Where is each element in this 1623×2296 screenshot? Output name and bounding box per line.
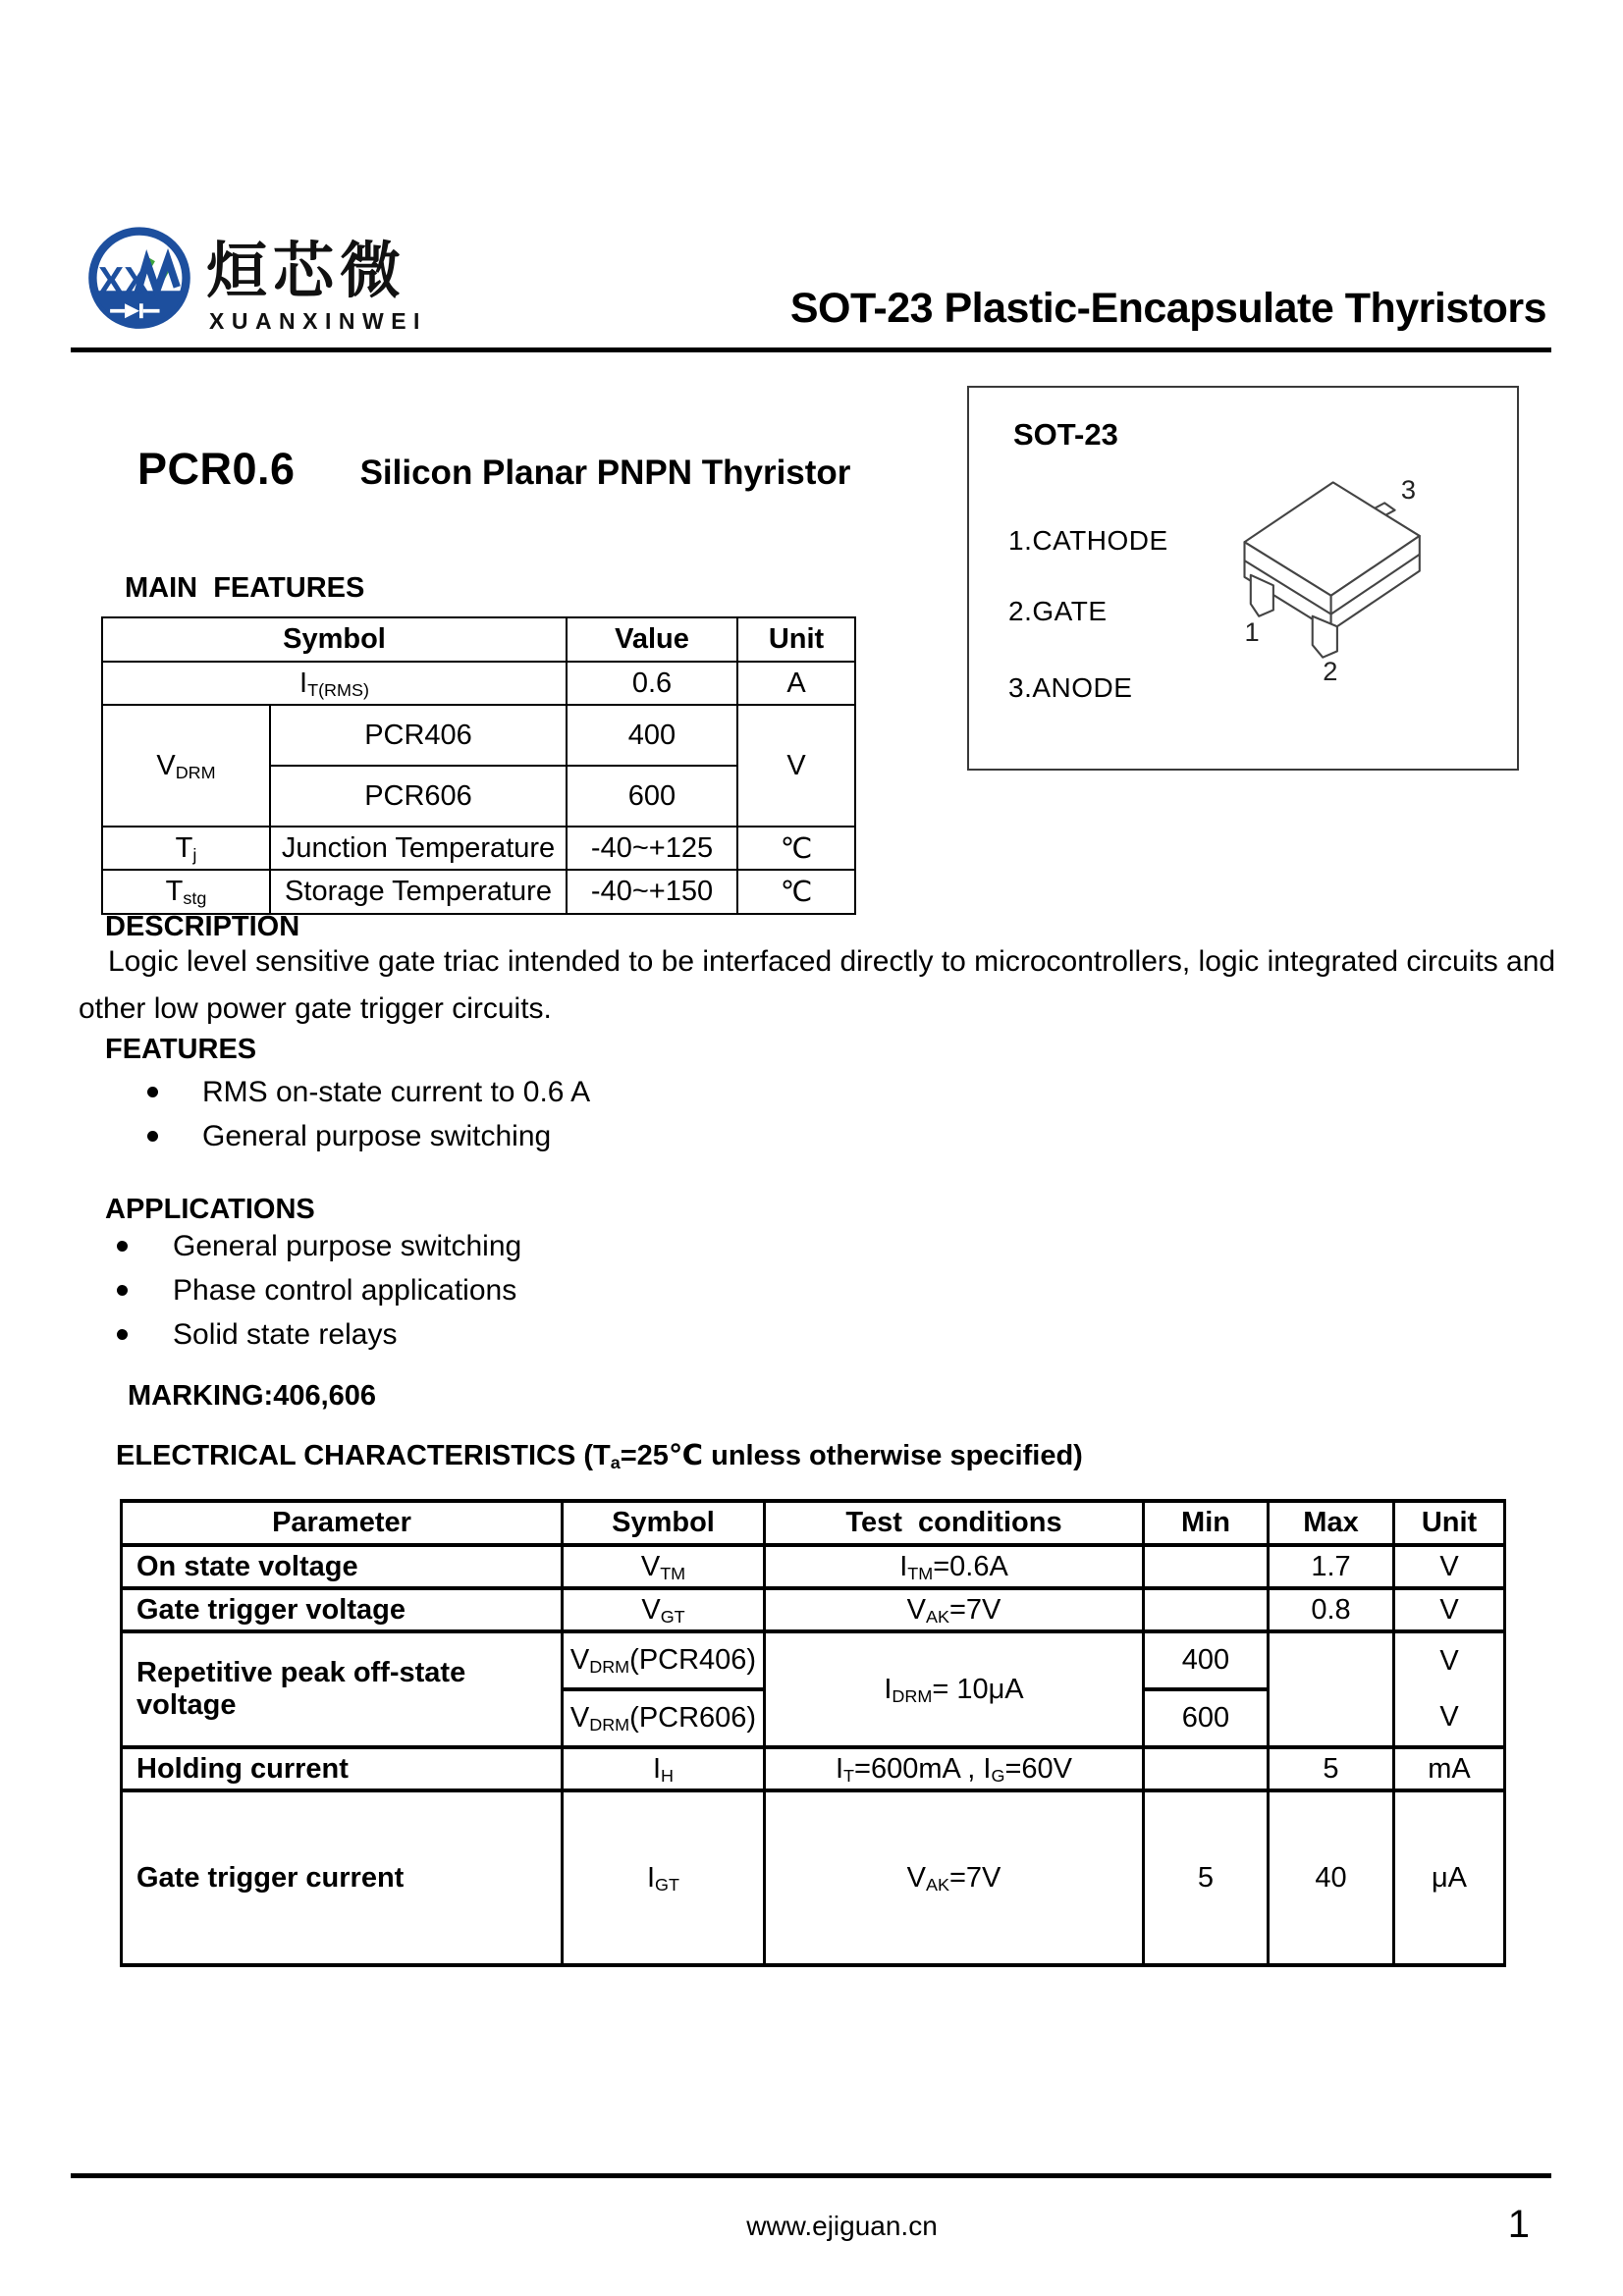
ec-header-symbol: Symbol — [563, 1501, 765, 1545]
ec-reppeak-min-406: 400 — [1144, 1631, 1269, 1689]
ec-reppeak-symbol-406: $V_{DRM}(PCR406)$ — [563, 1631, 765, 1689]
mf-tstg-label: Storage Temperature — [270, 870, 567, 914]
ec-reppeak-unit-606: V — [1394, 1689, 1505, 1747]
ec-gatev-min — [1144, 1588, 1269, 1631]
feature-text: RMS on-state current to 0.6 A — [202, 1075, 591, 1108]
company-name-latin: XUANXINWEI — [209, 308, 427, 334]
list-item — [117, 1268, 521, 1312]
mf-tj-symbol: $T_j$ — [102, 827, 270, 870]
ec-gatei-unit: μA — [1394, 1790, 1505, 1965]
ec-onstate-param: On state voltage — [122, 1545, 563, 1588]
pin-2-label: 2.GATE — [1008, 596, 1108, 626]
table-row — [102, 662, 855, 705]
ec-gatei-param: Gate trigger current — [122, 1790, 563, 1965]
application-text: Phase control applications — [173, 1273, 517, 1307]
ec-reppeak-max-2 — [1269, 1689, 1394, 1747]
bullet-icon — [117, 1285, 128, 1296]
footer-url: www.ejiguan.cn — [746, 2211, 938, 2241]
feature-text: General purpose switching — [202, 1119, 552, 1152]
table-row — [122, 1747, 1505, 1790]
company-name-chinese: 烜芯微 — [206, 238, 407, 305]
ec-holding-min — [1144, 1747, 1269, 1790]
sot23-package-icon — [1236, 474, 1442, 685]
bullet-icon — [117, 1329, 128, 1340]
mf-it-symbol: $I_{T(RMS)}$ — [102, 662, 567, 705]
main-features-heading: MAIN FEATURES — [125, 572, 365, 604]
ec-onstate-max: 1.7 — [1269, 1545, 1394, 1588]
ec-holding-max: 5 — [1269, 1747, 1394, 1790]
ec-onstate-min — [1144, 1545, 1269, 1588]
electrical-characteristics-table — [120, 1499, 1506, 1967]
mf-vdrm-symbol: $V_{DRM}$ — [102, 705, 270, 827]
ec-holding-unit: mA — [1394, 1747, 1505, 1790]
ec-reppeak-unit-406: V — [1394, 1631, 1505, 1689]
ec-reppeak-max — [1269, 1631, 1394, 1689]
mf-it-value: 0.6 — [567, 662, 737, 705]
applications-heading: APPLICATIONS — [105, 1194, 315, 1225]
bullet-icon — [117, 1241, 128, 1252]
mf-it-unit: A — [737, 662, 855, 705]
mf-header-symbol: Symbol — [102, 617, 567, 662]
ec-gatei-min: 5 — [1144, 1790, 1269, 1965]
ec-onstate-cond: $I_{TM}=0.6A$ — [765, 1545, 1144, 1588]
part-subtitle: Silicon Planar PNPN Thyristor — [359, 454, 851, 492]
product-line — [137, 444, 850, 495]
mf-tstg-value: -40~+150 — [567, 870, 737, 914]
description-text: Logic level sensitive gate triac intended to be interfaced directly to microcontrollers, logic integrated circuits and other low power gate trigger circuits. — [79, 945, 1556, 1025]
bullet-icon — [147, 1087, 158, 1097]
ec-header-max: Max — [1269, 1501, 1394, 1545]
mf-pcr606-value: 600 — [567, 766, 737, 827]
ec-holding-cond: $I_T=600mA$ , $I_G=60V$ — [765, 1747, 1144, 1790]
pin-3-label: 3.ANODE — [1008, 672, 1133, 703]
page-number: 1 — [1507, 2203, 1530, 2246]
list-item — [117, 1312, 521, 1357]
ec-holding-symbol: $I_H$ — [563, 1747, 765, 1790]
package-title: SOT-23 — [1013, 417, 1118, 452]
header-divider — [71, 347, 1551, 352]
mf-pcr406-name: PCR406 — [270, 705, 567, 766]
ec-reppeak-cond: $I_{DRM}= 10\mu A$ — [765, 1631, 1144, 1747]
ec-gatei-max: 40 — [1269, 1790, 1394, 1965]
main-features-table — [101, 616, 856, 915]
ec-reppeak-param: Repetitive peak off-state voltage — [122, 1631, 563, 1747]
ec-onstate-symbol: $V_{TM}$ — [563, 1545, 765, 1588]
mf-tj-label: Junction Temperature — [270, 827, 567, 870]
pin-1-label: 1.CATHODE — [1008, 525, 1168, 556]
document-title: SOT-23 Plastic-Encapsulate Thyristors — [789, 285, 1546, 332]
bullet-icon — [147, 1131, 158, 1142]
mf-pcr606-name: PCR606 — [270, 766, 567, 827]
table-row — [122, 1545, 1505, 1588]
ec-gatev-max: 0.8 — [1269, 1588, 1394, 1631]
ec-header-unit: Unit — [1394, 1501, 1505, 1545]
table-row — [122, 1790, 1505, 1965]
logo-monogram: XX — [98, 260, 150, 302]
mf-tj-value: -40~+125 — [567, 827, 737, 870]
mf-header-unit: Unit — [737, 617, 855, 662]
ec-gatev-param: Gate trigger voltage — [122, 1588, 563, 1631]
electrical-characteristics-heading: ELECTRICAL CHARACTERISTICS ($T_a=25℃$ unless otherwise specified) — [116, 1440, 1083, 1472]
table-row — [102, 705, 855, 766]
footer-divider — [71, 2173, 1551, 2178]
xxw-logo-icon — [84, 223, 194, 337]
application-text: General purpose switching — [173, 1229, 522, 1262]
ec-reppeak-min-606: 600 — [1144, 1689, 1269, 1747]
table-row — [122, 1501, 1505, 1545]
mf-tj-unit: ℃ — [737, 827, 855, 870]
ec-gatei-symbol: $I_{GT}$ — [563, 1790, 765, 1965]
mf-pcr406-value: 400 — [567, 705, 737, 766]
marking-label: MARKING:406,606 — [128, 1380, 377, 1412]
mf-vdrm-unit: V — [737, 705, 855, 827]
table-row — [122, 1631, 1505, 1689]
list-item — [147, 1070, 590, 1114]
ec-gatev-cond: $V_{AK}=7V$ — [765, 1588, 1144, 1631]
table-row — [102, 870, 855, 914]
ec-header-min: Min — [1144, 1501, 1269, 1545]
features-list — [147, 1070, 590, 1158]
pin-number-3: 3 — [1400, 474, 1417, 506]
mf-header-value: Value — [567, 617, 737, 662]
ec-onstate-unit: V — [1394, 1545, 1505, 1588]
table-row — [102, 827, 855, 870]
ec-gatev-unit: V — [1394, 1588, 1505, 1631]
package-outline-box — [967, 386, 1519, 771]
ec-reppeak-symbol-606: $V_{DRM}(PCR606)$ — [563, 1689, 765, 1747]
ec-gatev-symbol: $V_{GT}$ — [563, 1588, 765, 1631]
table-row — [122, 1588, 1505, 1631]
mf-tstg-symbol: $T_{stg}$ — [102, 870, 270, 914]
ec-header-test-conditions: Test conditions — [765, 1501, 1144, 1545]
list-item — [147, 1114, 590, 1158]
ec-header-parameter: Parameter — [122, 1501, 563, 1545]
mf-tstg-unit: ℃ — [737, 870, 855, 914]
ec-gatei-cond: $V_{AK}=7V$ — [765, 1790, 1144, 1965]
application-text: Solid state relays — [173, 1317, 398, 1351]
features-heading: FEATURES — [105, 1034, 257, 1065]
pin-number-2: 2 — [1323, 655, 1338, 685]
applications-list — [117, 1224, 521, 1357]
part-number: PCR0.6 — [137, 444, 296, 494]
ec-holding-param: Holding current — [122, 1747, 563, 1790]
table-row — [102, 617, 855, 662]
company-logo — [84, 223, 194, 342]
list-item — [117, 1224, 521, 1268]
pin-number-1: 1 — [1244, 615, 1260, 647]
description-heading: DESCRIPTION — [105, 911, 300, 942]
